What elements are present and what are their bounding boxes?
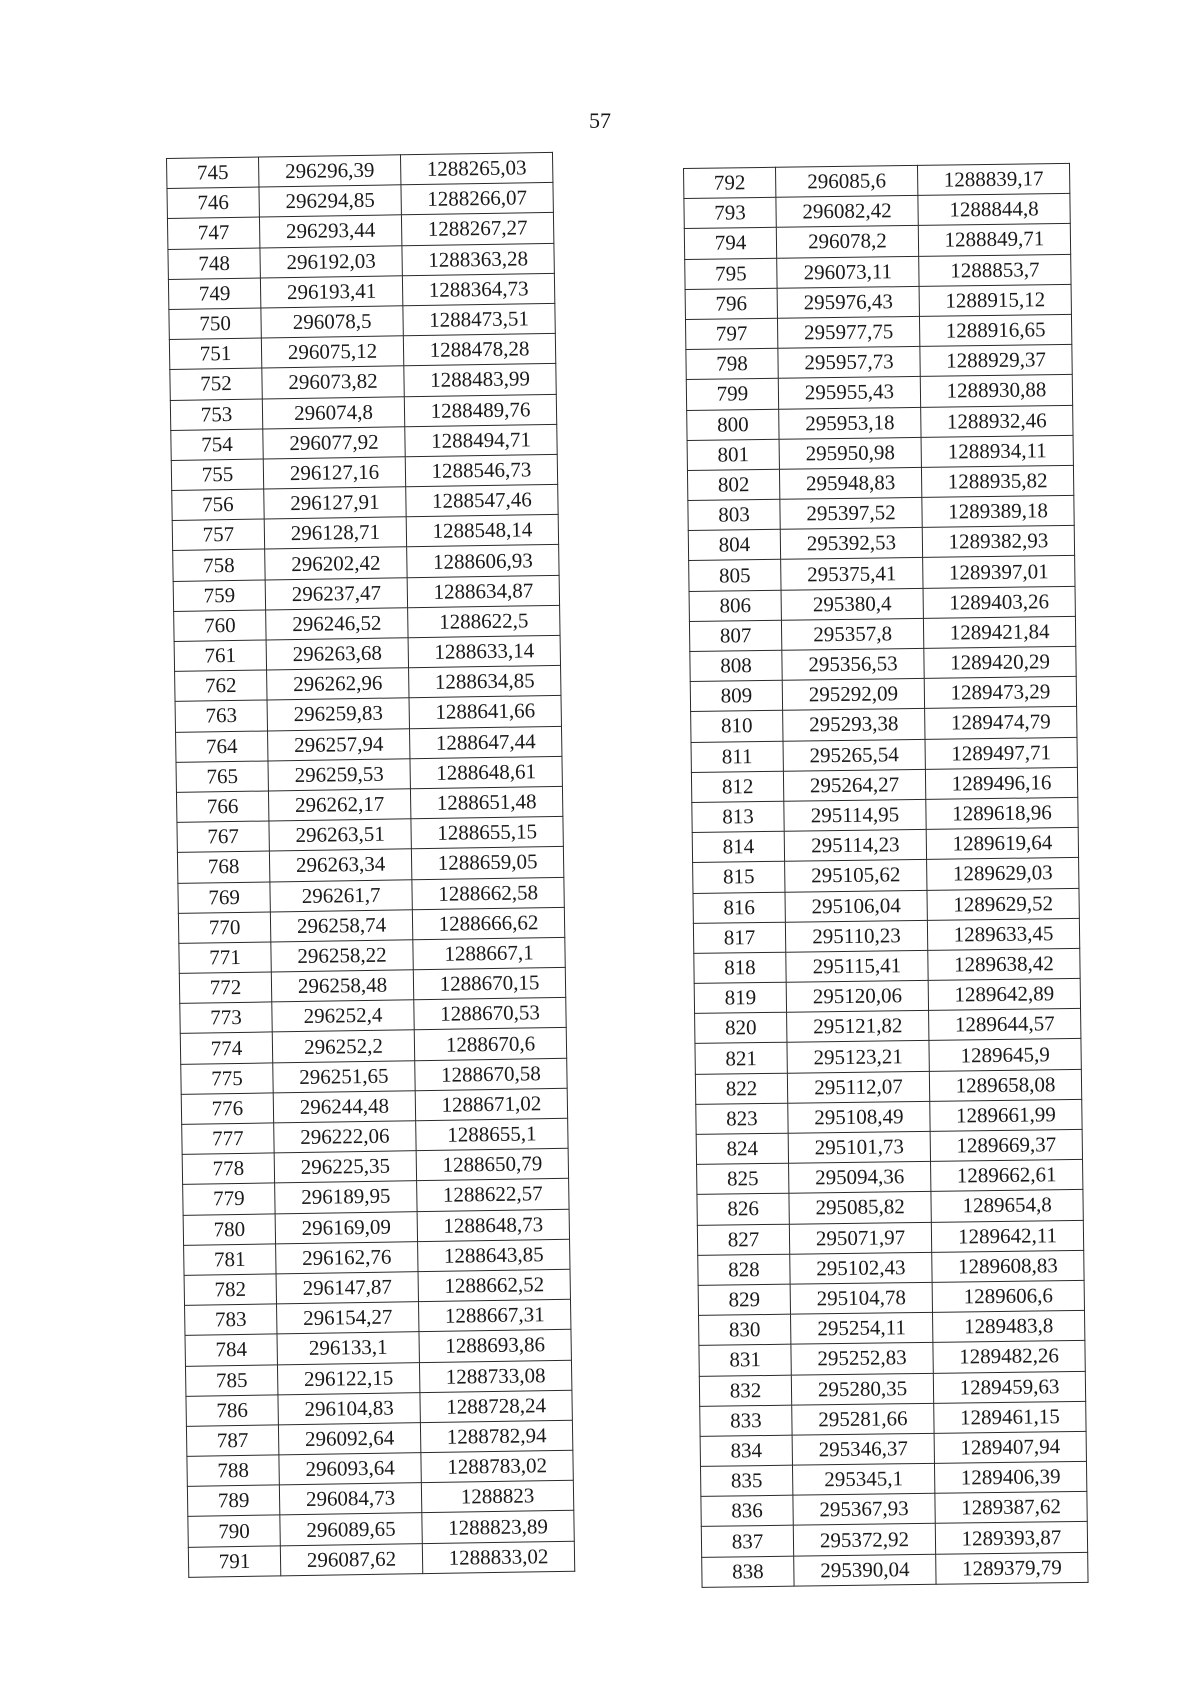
point-number-cell: 749 <box>168 278 260 310</box>
point-number-cell: 751 <box>169 338 261 370</box>
x-coordinate-cell: 296078,5 <box>261 306 403 338</box>
point-number-cell: 770 <box>178 912 270 944</box>
x-coordinate-cell: 295104,78 <box>790 1282 932 1314</box>
x-coordinate-cell: 296263,34 <box>269 849 411 881</box>
y-coordinate-cell: 1289482,26 <box>933 1341 1085 1373</box>
x-coordinate-cell: 295345,1 <box>792 1463 934 1495</box>
point-number-cell: 773 <box>180 1002 272 1034</box>
y-coordinate-cell: 1288934,11 <box>921 435 1073 467</box>
point-number-cell: 759 <box>173 580 265 612</box>
x-coordinate-cell: 295114,23 <box>784 829 926 861</box>
y-coordinate-cell: 1289645,9 <box>929 1039 1081 1071</box>
x-coordinate-cell: 295390,04 <box>794 1554 936 1586</box>
point-number-cell: 784 <box>185 1334 277 1366</box>
x-coordinate-cell: 295346,37 <box>792 1433 934 1465</box>
y-coordinate-cell: 1289642,89 <box>928 978 1080 1010</box>
y-coordinate-cell: 1289474,79 <box>925 707 1077 739</box>
point-number-cell: 795 <box>685 258 777 289</box>
x-coordinate-cell: 296222,06 <box>274 1121 416 1153</box>
x-coordinate-cell: 295110,23 <box>785 920 927 952</box>
x-coordinate-cell: 295372,92 <box>793 1524 935 1556</box>
x-coordinate-cell: 296246,52 <box>266 608 408 640</box>
x-coordinate-cell: 295977,75 <box>777 316 919 348</box>
point-number-cell: 794 <box>684 228 776 259</box>
y-coordinate-cell: 1288929,37 <box>920 345 1072 377</box>
point-number-cell: 746 <box>167 187 259 219</box>
x-coordinate-cell: 296293,44 <box>259 215 401 247</box>
point-number-cell: 789 <box>187 1485 279 1517</box>
point-number-cell: 805 <box>689 560 781 591</box>
table-row <box>188 1541 574 1577</box>
y-coordinate-cell: 1288489,76 <box>404 394 556 427</box>
point-number-cell: 750 <box>169 308 261 340</box>
y-coordinate-cell: 1289629,03 <box>927 858 1079 890</box>
point-number-cell: 754 <box>171 429 263 461</box>
x-coordinate-cell: 296127,16 <box>263 457 405 489</box>
x-coordinate-cell: 295085,82 <box>789 1192 931 1224</box>
x-coordinate-cell: 295392,53 <box>780 528 922 560</box>
y-coordinate-cell: 1288666,62 <box>412 907 564 940</box>
y-coordinate-cell: 1289638,42 <box>928 948 1080 980</box>
point-number-cell: 835 <box>700 1465 792 1496</box>
point-number-cell: 833 <box>700 1405 792 1436</box>
x-coordinate-cell: 295953,18 <box>779 407 921 439</box>
y-coordinate-cell: 1288267,27 <box>401 213 553 246</box>
y-coordinate-cell: 1288930,88 <box>920 375 1072 407</box>
point-number-cell: 745 <box>167 157 259 189</box>
x-coordinate-cell: 296237,47 <box>265 577 407 609</box>
point-number-cell: 822 <box>695 1073 787 1104</box>
y-coordinate-cell: 1288671,02 <box>415 1088 567 1121</box>
y-coordinate-cell: 1288935,82 <box>921 465 1073 497</box>
point-number-cell: 775 <box>181 1063 273 1095</box>
y-coordinate-cell: 1289379,79 <box>936 1552 1088 1584</box>
y-coordinate-cell: 1288606,93 <box>407 545 559 578</box>
point-number-cell: 814 <box>692 831 784 862</box>
point-number-cell: 779 <box>183 1183 275 1215</box>
x-coordinate-cell: 295115,41 <box>786 950 928 982</box>
point-number-cell: 809 <box>690 680 782 711</box>
x-coordinate-cell: 296192,03 <box>260 245 402 277</box>
x-coordinate-cell: 296162,76 <box>276 1241 418 1273</box>
y-coordinate-cell: 1288728,24 <box>420 1390 572 1423</box>
y-coordinate-cell: 1288647,44 <box>409 726 561 759</box>
coordinates-table-left <box>166 152 575 1578</box>
point-number-cell: 803 <box>688 499 780 530</box>
x-coordinate-cell: 296258,48 <box>271 970 413 1002</box>
x-coordinate-cell: 295265,54 <box>783 739 925 771</box>
point-number-cell: 804 <box>688 530 780 561</box>
x-coordinate-cell: 296261,7 <box>270 879 412 911</box>
y-coordinate-cell: 1288667,31 <box>418 1299 570 1332</box>
x-coordinate-cell: 295105,62 <box>785 860 927 892</box>
point-number-cell: 752 <box>170 368 262 400</box>
x-coordinate-cell: 295120,06 <box>786 980 928 1012</box>
x-coordinate-cell: 296169,09 <box>275 1211 417 1243</box>
x-coordinate-cell: 295123,21 <box>787 1041 929 1073</box>
y-coordinate-cell: 1288473,51 <box>403 303 555 336</box>
y-coordinate-cell: 1289497,71 <box>925 737 1077 769</box>
x-coordinate-cell: 296082,42 <box>776 196 918 228</box>
x-coordinate-cell: 296133,1 <box>277 1332 419 1364</box>
point-number-cell: 834 <box>700 1435 792 1466</box>
y-coordinate-cell: 1289459,63 <box>933 1371 1085 1403</box>
y-coordinate-cell: 1289619,64 <box>926 828 1078 860</box>
x-coordinate-cell: 295948,83 <box>779 467 921 499</box>
y-coordinate-cell: 1289658,08 <box>929 1069 1081 1101</box>
x-coordinate-cell: 295293,38 <box>783 709 925 741</box>
x-coordinate-cell: 296263,68 <box>266 638 408 670</box>
point-number-cell: 793 <box>684 197 776 228</box>
y-coordinate-cell: 1288548,14 <box>406 515 558 548</box>
point-number-cell: 790 <box>188 1515 280 1547</box>
x-coordinate-cell: 295071,97 <box>789 1222 931 1254</box>
x-coordinate-cell: 295955,43 <box>778 377 920 409</box>
x-coordinate-cell: 296257,94 <box>268 728 410 760</box>
x-coordinate-cell: 296093,64 <box>279 1453 421 1485</box>
point-number-cell: 796 <box>685 288 777 319</box>
x-coordinate-cell: 295397,52 <box>780 497 922 529</box>
point-number-cell: 806 <box>689 590 781 621</box>
point-number-cell: 832 <box>699 1375 791 1406</box>
x-coordinate-cell: 295281,66 <box>792 1403 934 1435</box>
y-coordinate-cell: 1289662,61 <box>931 1160 1083 1192</box>
x-coordinate-cell: 296202,42 <box>265 547 407 579</box>
y-coordinate-cell: 1288782,94 <box>420 1420 572 1453</box>
point-number-cell: 786 <box>186 1395 278 1427</box>
point-number-cell: 811 <box>691 741 783 772</box>
y-coordinate-cell: 1288915,12 <box>919 284 1071 316</box>
y-coordinate-cell: 1288823,89 <box>422 1511 574 1544</box>
x-coordinate-cell: 296122,15 <box>277 1362 419 1394</box>
point-number-cell: 808 <box>690 650 782 681</box>
point-number-cell: 807 <box>689 620 781 651</box>
y-coordinate-cell: 1288643,85 <box>418 1239 570 1272</box>
x-coordinate-cell: 296073,11 <box>777 256 919 288</box>
y-coordinate-cell: 1288648,61 <box>410 756 562 789</box>
y-coordinate-cell: 1289669,37 <box>930 1129 1082 1161</box>
x-coordinate-cell: 296189,95 <box>275 1181 417 1213</box>
y-coordinate-cell: 1288483,99 <box>404 364 556 397</box>
coordinates-table-right <box>683 163 1089 1588</box>
y-coordinate-cell: 1289389,18 <box>922 495 1074 527</box>
x-coordinate-cell: 296074,8 <box>262 396 404 428</box>
y-coordinate-cell: 1288641,66 <box>409 696 561 729</box>
x-coordinate-cell: 295280,35 <box>791 1373 933 1405</box>
y-coordinate-cell: 1288655,15 <box>411 816 563 849</box>
y-coordinate-cell: 1289382,93 <box>922 526 1074 558</box>
x-coordinate-cell: 296078,2 <box>776 226 918 258</box>
point-number-cell: 801 <box>687 439 779 470</box>
y-coordinate-cell: 1288670,53 <box>414 998 566 1031</box>
point-number-cell: 783 <box>185 1304 277 1336</box>
x-coordinate-cell: 296084,73 <box>279 1483 421 1515</box>
y-coordinate-cell: 1288547,46 <box>406 484 558 517</box>
point-number-cell: 776 <box>181 1093 273 1125</box>
point-number-cell: 763 <box>175 700 267 732</box>
y-coordinate-cell: 1288494,71 <box>405 424 557 457</box>
x-coordinate-cell: 296073,82 <box>262 366 404 398</box>
x-coordinate-cell: 295112,07 <box>787 1071 929 1103</box>
x-coordinate-cell: 296252,2 <box>272 1030 414 1062</box>
y-coordinate-cell: 1289642,11 <box>931 1220 1083 1252</box>
y-coordinate-cell: 1288839,17 <box>917 163 1069 195</box>
point-number-cell: 802 <box>687 469 779 500</box>
x-coordinate-cell: 296244,48 <box>273 1091 415 1123</box>
y-coordinate-cell: 1288363,28 <box>402 243 554 276</box>
point-number-cell: 778 <box>182 1153 274 1185</box>
x-coordinate-cell: 296258,22 <box>271 940 413 972</box>
point-number-cell: 781 <box>184 1244 276 1276</box>
y-coordinate-cell: 1288265,03 <box>400 152 552 185</box>
y-coordinate-cell: 1288662,58 <box>412 877 564 910</box>
x-coordinate-cell: 296259,83 <box>267 698 409 730</box>
point-number-cell: 823 <box>696 1103 788 1134</box>
point-number-cell: 769 <box>178 881 270 913</box>
point-number-cell: 810 <box>691 711 783 742</box>
point-number-cell: 800 <box>687 409 779 440</box>
x-coordinate-cell: 296127,91 <box>264 487 406 519</box>
y-coordinate-cell: 1289633,45 <box>927 918 1079 950</box>
y-coordinate-cell: 1289661,99 <box>930 1099 1082 1131</box>
x-coordinate-cell: 295367,93 <box>793 1494 935 1526</box>
point-number-cell: 756 <box>172 489 264 521</box>
point-number-cell: 837 <box>701 1526 793 1557</box>
x-coordinate-cell: 296225,35 <box>274 1151 416 1183</box>
x-coordinate-cell: 296258,74 <box>270 909 412 941</box>
x-coordinate-cell: 296252,4 <box>272 1000 414 1032</box>
y-coordinate-cell: 1289496,16 <box>925 767 1077 799</box>
y-coordinate-cell: 1288670,58 <box>415 1058 567 1091</box>
x-coordinate-cell: 295102,43 <box>790 1252 932 1284</box>
point-number-cell: 836 <box>701 1495 793 1526</box>
y-coordinate-cell: 1289606,6 <box>932 1280 1084 1312</box>
x-coordinate-cell: 295357,8 <box>781 618 923 650</box>
point-number-cell: 824 <box>696 1133 788 1164</box>
point-number-cell: 766 <box>176 791 268 823</box>
x-coordinate-cell: 295957,73 <box>778 347 920 379</box>
y-coordinate-cell: 1288670,6 <box>414 1028 566 1061</box>
point-number-cell: 780 <box>183 1213 275 1245</box>
y-coordinate-cell: 1288693,86 <box>419 1330 571 1363</box>
point-number-cell: 816 <box>693 892 785 923</box>
table-row <box>702 1552 1088 1587</box>
point-number-cell: 747 <box>167 217 259 249</box>
y-coordinate-cell: 1289629,52 <box>927 888 1079 920</box>
y-coordinate-cell: 1288853,7 <box>919 254 1071 286</box>
coordinates-table-left-body <box>167 152 575 1577</box>
point-number-cell: 760 <box>174 610 266 642</box>
point-number-cell: 758 <box>173 549 265 581</box>
x-coordinate-cell: 295380,4 <box>781 588 923 620</box>
point-number-cell: 831 <box>699 1345 791 1376</box>
y-coordinate-cell: 1289473,29 <box>924 677 1076 709</box>
point-number-cell: 817 <box>693 922 785 953</box>
x-coordinate-cell: 295264,27 <box>783 769 925 801</box>
point-number-cell: 761 <box>174 640 266 672</box>
point-number-cell: 768 <box>177 851 269 883</box>
y-coordinate-cell: 1288932,46 <box>921 405 1073 437</box>
y-coordinate-cell: 1288849,71 <box>918 224 1070 256</box>
y-coordinate-cell: 1289393,87 <box>935 1522 1087 1554</box>
x-coordinate-cell: 296263,51 <box>269 819 411 851</box>
x-coordinate-cell: 296085,6 <box>775 165 917 197</box>
x-coordinate-cell: 295101,73 <box>788 1131 930 1163</box>
point-number-cell: 830 <box>699 1314 791 1345</box>
coordinates-table-right-body <box>684 163 1089 1587</box>
x-coordinate-cell: 296259,53 <box>268 758 410 790</box>
x-coordinate-cell: 295121,82 <box>787 1011 929 1043</box>
point-number-cell: 791 <box>188 1546 280 1578</box>
x-coordinate-cell: 295375,41 <box>781 558 923 590</box>
point-number-cell: 818 <box>694 952 786 983</box>
point-number-cell: 820 <box>695 1012 787 1043</box>
point-number-cell: 813 <box>692 801 784 832</box>
y-coordinate-cell: 1289644,57 <box>929 1009 1081 1041</box>
y-coordinate-cell: 1289608,83 <box>932 1250 1084 1282</box>
point-number-cell: 748 <box>168 248 260 280</box>
point-number-cell: 764 <box>176 731 268 763</box>
y-coordinate-cell: 1288622,5 <box>408 605 560 638</box>
y-coordinate-cell: 1288733,08 <box>419 1360 571 1393</box>
y-coordinate-cell: 1288670,15 <box>413 967 565 1000</box>
point-number-cell: 826 <box>697 1194 789 1225</box>
x-coordinate-cell: 296154,27 <box>277 1302 419 1334</box>
y-coordinate-cell: 1288662,52 <box>418 1269 570 1302</box>
point-number-cell: 765 <box>176 761 268 793</box>
y-coordinate-cell: 1288844,8 <box>918 194 1070 226</box>
y-coordinate-cell: 1288478,28 <box>403 334 555 367</box>
point-number-cell: 753 <box>170 399 262 431</box>
y-coordinate-cell: 1288634,85 <box>409 666 561 699</box>
y-coordinate-cell: 1288364,73 <box>402 273 554 306</box>
y-coordinate-cell: 1289483,8 <box>933 1310 1085 1342</box>
x-coordinate-cell: 296251,65 <box>273 1060 415 1092</box>
y-coordinate-cell: 1288266,07 <box>401 183 553 216</box>
x-coordinate-cell: 295094,36 <box>789 1162 931 1194</box>
point-number-cell: 777 <box>182 1123 274 1155</box>
y-coordinate-cell: 1288651,48 <box>410 786 562 819</box>
x-coordinate-cell: 295108,49 <box>788 1101 930 1133</box>
point-number-cell: 762 <box>175 670 267 702</box>
y-coordinate-cell: 1288667,1 <box>413 937 565 970</box>
point-number-cell: 798 <box>686 348 778 379</box>
x-coordinate-cell: 296262,17 <box>268 789 410 821</box>
x-coordinate-cell: 295254,11 <box>791 1312 933 1344</box>
x-coordinate-cell: 295114,95 <box>784 799 926 831</box>
y-coordinate-cell: 1288783,02 <box>421 1450 573 1483</box>
point-number-cell: 827 <box>697 1224 789 1255</box>
x-coordinate-cell: 295356,53 <box>782 648 924 680</box>
point-number-cell: 788 <box>187 1455 279 1487</box>
x-coordinate-cell: 295106,04 <box>785 890 927 922</box>
y-coordinate-cell: 1288659,05 <box>411 847 563 880</box>
point-number-cell: 782 <box>184 1274 276 1306</box>
y-coordinate-cell: 1289654,8 <box>931 1190 1083 1222</box>
x-coordinate-cell: 296128,71 <box>264 517 406 549</box>
y-coordinate-cell: 1288655,1 <box>416 1118 568 1151</box>
y-coordinate-cell: 1288622,57 <box>417 1179 569 1212</box>
point-number-cell: 819 <box>694 982 786 1013</box>
x-coordinate-cell: 295252,83 <box>791 1343 933 1375</box>
x-coordinate-cell: 296294,85 <box>259 185 401 217</box>
point-number-cell: 825 <box>697 1163 789 1194</box>
point-number-cell: 838 <box>702 1556 794 1587</box>
x-coordinate-cell: 295292,09 <box>782 679 924 711</box>
x-coordinate-cell: 296075,12 <box>261 336 403 368</box>
y-coordinate-cell: 1289403,26 <box>923 586 1075 618</box>
point-number-cell: 792 <box>684 167 776 198</box>
y-coordinate-cell: 1288650,79 <box>416 1148 568 1181</box>
y-coordinate-cell: 1289461,15 <box>934 1401 1086 1433</box>
point-number-cell: 785 <box>185 1364 277 1396</box>
y-coordinate-cell: 1288634,87 <box>407 575 559 608</box>
y-coordinate-cell: 1288916,65 <box>919 314 1071 346</box>
point-number-cell: 771 <box>179 942 271 974</box>
point-number-cell: 828 <box>698 1254 790 1285</box>
x-coordinate-cell: 295976,43 <box>777 286 919 318</box>
point-number-cell: 787 <box>186 1425 278 1457</box>
point-number-cell: 755 <box>171 459 263 491</box>
point-number-cell: 767 <box>177 821 269 853</box>
x-coordinate-cell: 296147,87 <box>276 1272 418 1304</box>
x-coordinate-cell: 296077,92 <box>263 426 405 458</box>
x-coordinate-cell: 296262,96 <box>267 668 409 700</box>
y-coordinate-cell: 1289618,96 <box>926 797 1078 829</box>
point-number-cell: 821 <box>695 1043 787 1074</box>
point-number-cell: 829 <box>698 1284 790 1315</box>
point-number-cell: 797 <box>685 318 777 349</box>
point-number-cell: 799 <box>686 379 778 410</box>
y-coordinate-cell: 1288546,73 <box>405 454 557 487</box>
x-coordinate-cell: 296089,65 <box>280 1513 422 1545</box>
x-coordinate-cell: 296193,41 <box>260 276 402 308</box>
point-number-cell: 757 <box>172 519 264 551</box>
point-number-cell: 812 <box>691 771 783 802</box>
page-number: 57 <box>589 108 611 133</box>
y-coordinate-cell: 1289407,94 <box>934 1431 1086 1463</box>
x-coordinate-cell: 296296,39 <box>258 155 400 187</box>
y-coordinate-cell: 1288823 <box>421 1481 573 1514</box>
y-coordinate-cell: 1289420,29 <box>924 646 1076 678</box>
y-coordinate-cell: 1288833,02 <box>422 1541 574 1574</box>
x-coordinate-cell: 296087,62 <box>280 1543 422 1575</box>
y-coordinate-cell: 1289387,62 <box>935 1492 1087 1524</box>
point-number-cell: 772 <box>179 972 271 1004</box>
x-coordinate-cell: 296104,83 <box>278 1392 420 1424</box>
x-coordinate-cell: 295950,98 <box>779 437 921 469</box>
x-coordinate-cell: 296092,64 <box>278 1423 420 1455</box>
y-coordinate-cell: 1288648,73 <box>417 1209 569 1242</box>
point-number-cell: 774 <box>180 1032 272 1064</box>
y-coordinate-cell: 1289421,84 <box>923 616 1075 648</box>
point-number-cell: 815 <box>693 862 785 893</box>
y-coordinate-cell: 1288633,14 <box>408 635 560 668</box>
y-coordinate-cell: 1289406,39 <box>934 1461 1086 1493</box>
y-coordinate-cell: 1289397,01 <box>923 556 1075 588</box>
